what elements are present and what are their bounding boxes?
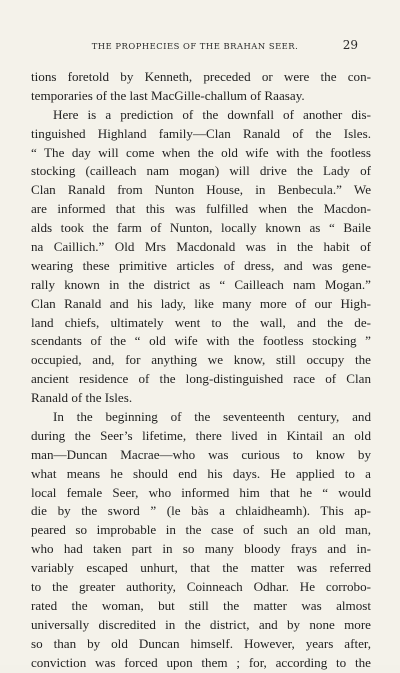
text-line: Clan Ranald from Nunton House, in Benbecula.” We bbox=[31, 182, 371, 198]
text-line: Ranald of the Isles. bbox=[31, 390, 133, 406]
running-title: THE PROPHECIES OF THE BRAHAN SEER. bbox=[91, 41, 299, 51]
text-line: local female Seer, who informed him that he “ would bbox=[31, 484, 371, 500]
text-line: tions foretold by Kenneth, preceded or were the con- bbox=[31, 69, 371, 84]
text-line: who had taken part in so many bloody frays and in- bbox=[31, 541, 371, 557]
text-line: scendants of the “ old wife with the footless stocking ” bbox=[31, 333, 371, 349]
body-text bbox=[31, 68, 371, 673]
text-line: alds took the farm of Nunton, locally known as “ Baile bbox=[31, 220, 371, 236]
text-line: during the Seer’s lifetime, there lived in Kintail an old bbox=[31, 427, 371, 443]
text-line: are informed that this was fulfilled when the Macdon- bbox=[31, 201, 371, 217]
text-line: tinguished Highland family—Clan Ranald of the Isles. bbox=[31, 125, 371, 141]
text-line: rated the woman, but still the matter was almost bbox=[31, 597, 371, 613]
text-line: ancient residence of the long-distinguished race of Clan bbox=[31, 371, 371, 387]
text-line: Clan Ranald and his lady, like many more of our High- bbox=[31, 295, 371, 311]
text-line: man—Duncan Macrae—who was curious to know by bbox=[31, 446, 371, 462]
text-line: die by the sword ” (le bàs a chlaidheamh). This ap- bbox=[31, 503, 371, 519]
text-line: peared so improbable in the case of such an old man, bbox=[31, 522, 371, 538]
text-line: Here is a prediction of the downfall of another dis- bbox=[53, 106, 371, 122]
text-line: what means he should end his days. He applied to a bbox=[31, 465, 371, 481]
text-line: to the greater authority, Coinneach Odhar. He corrobo- bbox=[31, 579, 371, 595]
text-line: stocking (cailleach nam mogan) will drive the Lady of bbox=[31, 163, 371, 179]
text-line: occupied, and, for anything we know, still occupy the bbox=[31, 352, 371, 368]
page-number: 29 bbox=[342, 38, 358, 52]
text-line: wearing these primitive articles of dress, and was gene- bbox=[31, 257, 371, 273]
text-line: In the beginning of the seventeenth century, and bbox=[53, 409, 371, 425]
text-line: land chiefs, ultimately went to the wall, and the de- bbox=[31, 314, 371, 330]
text-line: universally discredited in the district, and by none more bbox=[31, 616, 371, 632]
text-line: temporaries of the last MacGille-challum of Raasay. bbox=[31, 87, 305, 103]
text-line: conviction was forced upon them ; for, according to the bbox=[31, 654, 371, 670]
text-line: variably escaped unhurt, that the matter was referred bbox=[31, 560, 371, 576]
text-line: na Caillich.” Old Mrs Macdonald was in the habit of bbox=[31, 239, 371, 255]
text-line: so than by old Duncan himself. However, years after, bbox=[31, 635, 371, 651]
text-line: rally known in the district as “ Cailleach nam Mogan.” bbox=[31, 276, 371, 292]
text-line: “ The day will come when the old wife with the footless bbox=[31, 144, 371, 160]
